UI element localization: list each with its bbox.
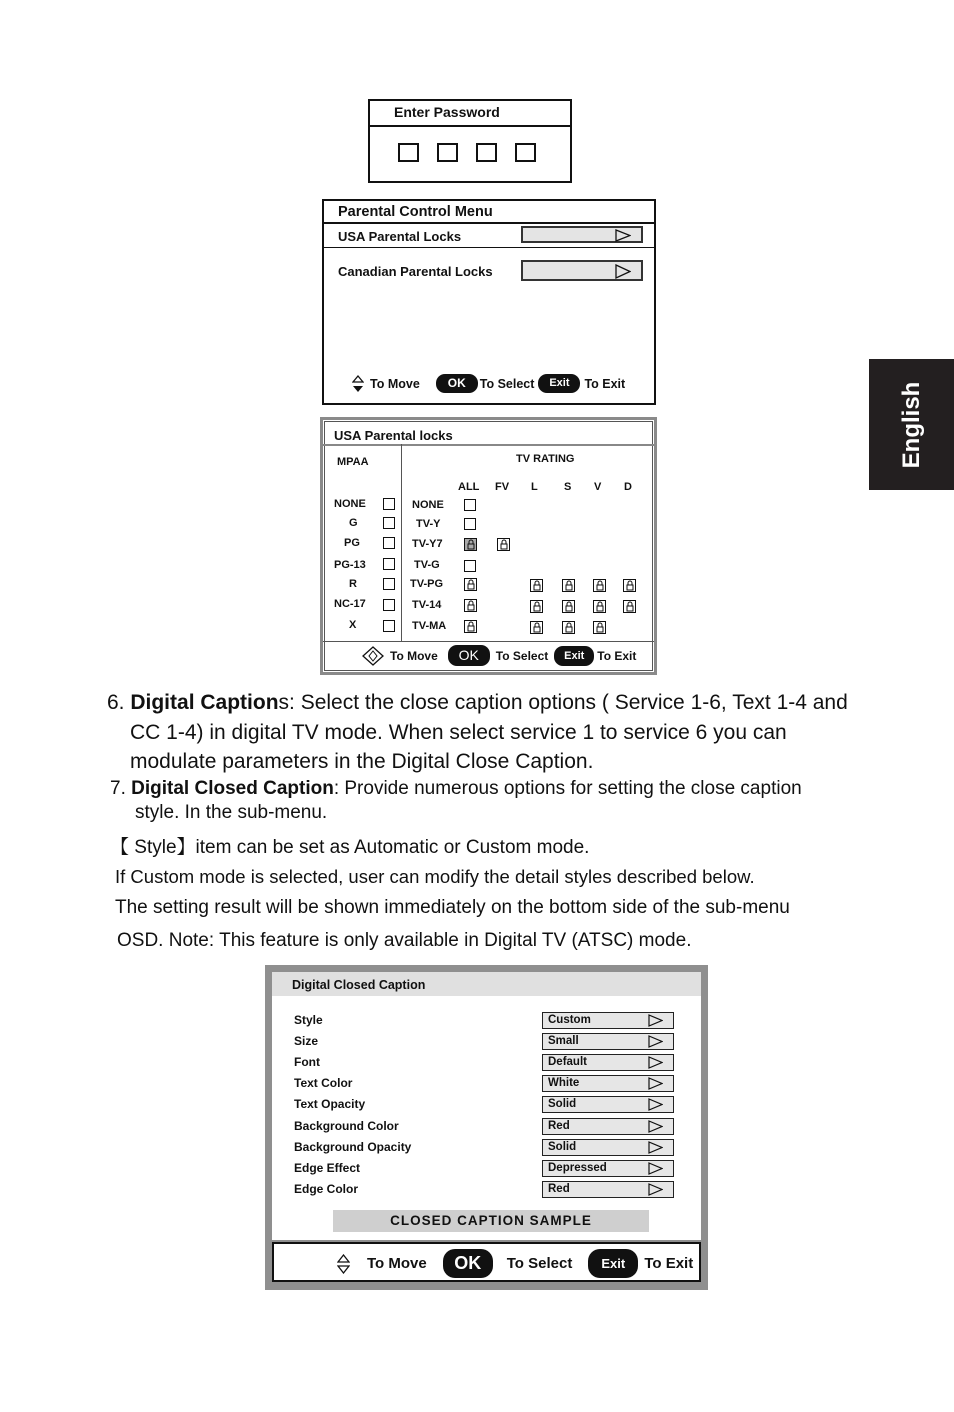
- usa-parental-locks-panel: [320, 417, 657, 675]
- mpaa-header: MPAA: [337, 456, 369, 468]
- para-6-line-3: modulate parameters in the Digital Close Caption.: [130, 750, 594, 773]
- right-arrow-icon: [648, 1162, 663, 1175]
- mpaa-pg-label: PG: [344, 537, 360, 549]
- four-way-arrow-icon: [362, 646, 384, 666]
- password-title: Enter Password: [370, 101, 570, 127]
- mpaa-g-label: G: [349, 517, 358, 529]
- mpaa-none-label: NONE: [334, 498, 366, 510]
- canadian-locks-arrow-button[interactable]: [521, 260, 643, 281]
- tv-y7-fv-lock-icon[interactable]: [497, 538, 510, 551]
- note-line: OSD. Note: This feature is only available in Digital TV (ATSC) mode.: [117, 930, 692, 951]
- ok-key: OK: [436, 374, 478, 393]
- mpaa-nc17-label: NC-17: [334, 598, 366, 610]
- tv-ma-label: TV-MA: [412, 620, 447, 632]
- tv-14-v-lock-icon[interactable]: [593, 600, 606, 613]
- dcc-title: Digital Closed Caption: [272, 972, 701, 996]
- usa-locks-title: USA Parental locks: [334, 428, 453, 443]
- right-arrow-icon: [648, 1014, 663, 1027]
- mpaa-pg13-label: PG-13: [334, 559, 366, 571]
- language-tab-label: English: [897, 381, 925, 468]
- ok-key: OK: [443, 1249, 493, 1278]
- dcc-label-edge-effect: Edge Effect: [294, 1161, 361, 1175]
- right-arrow-icon: [648, 1056, 663, 1069]
- tv-ma-l-lock-icon[interactable]: [530, 621, 543, 634]
- dcc-label-background-color: Background Color: [294, 1119, 399, 1133]
- tv-pg-s-lock-icon[interactable]: [562, 579, 575, 592]
- tv-rating-header: TV RATING: [516, 453, 575, 465]
- dcc-label-edge-color: Edge Color: [294, 1182, 359, 1196]
- mpaa-none-checkbox[interactable]: [383, 498, 395, 510]
- menu-item-canadian-locks[interactable]: Canadian Parental Locks: [338, 264, 493, 279]
- dcc-value-style[interactable]: Custom: [542, 1012, 674, 1029]
- mpaa-g-checkbox[interactable]: [383, 517, 395, 529]
- dcc-label-background-opacity: Background Opacity: [294, 1140, 412, 1154]
- mpaa-pg13-checkbox[interactable]: [383, 558, 395, 570]
- dcc-label-style: Style: [294, 1013, 323, 1027]
- mpaa-nc17-checkbox[interactable]: [383, 599, 395, 611]
- password-digit-boxes: [398, 143, 536, 162]
- dcc-value-text-opacity[interactable]: Solid: [542, 1096, 674, 1113]
- dcc-label-size: Size: [294, 1034, 319, 1048]
- usa-locks-arrow-button[interactable]: [521, 226, 643, 243]
- mpaa-r-label: R: [349, 578, 357, 590]
- col-all: ALL: [458, 481, 480, 493]
- dcc-help-bar: To Move OK To Select Exit To Exit: [272, 1242, 701, 1282]
- tv-y7-label: TV-Y7: [412, 538, 443, 550]
- mpaa-x-checkbox[interactable]: [383, 620, 395, 632]
- menu-help-bar: To Move OK To Select Exit To Exit: [352, 374, 625, 393]
- tv-y-label: TV-Y: [416, 518, 441, 530]
- parental-control-menu: [322, 199, 656, 405]
- right-arrow-icon: [648, 1077, 663, 1090]
- col-l: L: [531, 481, 538, 493]
- tv-g-label: TV-G: [414, 559, 440, 571]
- mpaa-pg-checkbox[interactable]: [383, 537, 395, 549]
- tv-14-label: TV-14: [412, 599, 442, 611]
- language-side-tab: [869, 359, 954, 490]
- right-arrow-icon: [648, 1035, 663, 1048]
- right-arrow-icon: [648, 1120, 663, 1133]
- tv-g-all-checkbox[interactable]: [464, 560, 476, 572]
- tv-14-l-lock-icon[interactable]: [530, 600, 543, 613]
- dcc-value-edge-effect[interactable]: Depressed: [542, 1160, 674, 1177]
- tv-14-all-lock-icon[interactable]: [464, 599, 477, 612]
- dcc-value-edge-color[interactable]: Red: [542, 1181, 674, 1198]
- col-d: D: [624, 481, 632, 493]
- right-arrow-icon: [615, 264, 631, 279]
- exit-key: Exit: [588, 1249, 638, 1278]
- setting-line: The setting result will be shown immediately on the bottom side of the sub-menu: [115, 897, 790, 918]
- tv-none-label: NONE: [412, 499, 444, 511]
- tv-y-all-checkbox[interactable]: [464, 518, 476, 530]
- para-6-line-1: 6. Digital Captions: Select the close caption options ( Service 1-6, Text 1-4 and: [107, 691, 848, 714]
- style-line: 【 Style】item can be set as Automatic or Custom mode.: [110, 837, 590, 858]
- tv-none-all-checkbox[interactable]: [464, 499, 476, 511]
- dcc-value-background-opacity[interactable]: Solid: [542, 1139, 674, 1156]
- tv-pg-v-lock-icon[interactable]: [593, 579, 606, 592]
- dcc-label-text-color: Text Color: [294, 1076, 353, 1090]
- menu-item-usa-locks[interactable]: USA Parental Locks: [338, 229, 462, 244]
- password-digit-3[interactable]: [476, 143, 497, 162]
- para-7-line-1: 7. Digital Closed Caption: Provide numerous options for setting the close caption: [110, 778, 802, 799]
- digital-closed-caption-panel: [265, 965, 708, 1290]
- tv-ma-s-lock-icon[interactable]: [562, 621, 575, 634]
- up-down-arrow-icon: [337, 1254, 350, 1274]
- ok-key: OK: [448, 645, 490, 666]
- exit-key: Exit: [554, 646, 594, 666]
- usa-locks-help-bar: To Move OK To Select Exit To Exit: [362, 645, 636, 666]
- right-arrow-icon: [648, 1183, 663, 1196]
- dcc-label-font: Font: [294, 1055, 320, 1069]
- right-arrow-icon: [615, 229, 631, 242]
- tv-y7-all-lock-icon[interactable]: [464, 538, 477, 551]
- tv-ma-all-lock-icon[interactable]: [464, 620, 477, 633]
- password-dialog: [368, 99, 572, 183]
- password-digit-4[interactable]: [515, 143, 536, 162]
- up-down-arrow-icon: [352, 375, 364, 393]
- right-arrow-icon: [648, 1141, 663, 1154]
- para-6-line-2: CC 1-4) in digital TV mode. When select service 1 to service 6 you can: [130, 721, 787, 744]
- password-digit-2[interactable]: [437, 143, 458, 162]
- tv-14-d-lock-icon[interactable]: [623, 600, 636, 613]
- exit-key: Exit: [538, 374, 580, 393]
- tv-pg-label: TV-PG: [410, 578, 444, 590]
- tv-pg-d-lock-icon[interactable]: [623, 579, 636, 592]
- tv-pg-all-lock-icon[interactable]: [464, 578, 477, 591]
- dcc-label-text-opacity: Text Opacity: [294, 1097, 366, 1111]
- dcc-value-size[interactable]: Small: [542, 1033, 674, 1050]
- password-digit-1[interactable]: [398, 143, 419, 162]
- dcc-value-background-color[interactable]: Red: [542, 1118, 674, 1135]
- dcc-value-text-color[interactable]: White: [542, 1075, 674, 1092]
- col-fv: FV: [495, 481, 510, 493]
- col-s: S: [564, 481, 572, 493]
- mpaa-x-label: X: [349, 619, 357, 631]
- col-v: V: [594, 481, 602, 493]
- mpaa-r-checkbox[interactable]: [383, 578, 395, 590]
- tv-ma-v-lock-icon[interactable]: [593, 621, 606, 634]
- dcc-value-font[interactable]: Default: [542, 1054, 674, 1071]
- para-7-line-2: style. In the sub-menu.: [135, 802, 328, 823]
- parental-menu-title: Parental Control Menu: [338, 204, 493, 220]
- tv-14-s-lock-icon[interactable]: [562, 600, 575, 613]
- custom-line: If Custom mode is selected, user can modify the detail styles described below.: [115, 866, 755, 887]
- tv-pg-l-lock-icon[interactable]: [530, 579, 543, 592]
- right-arrow-icon: [648, 1098, 663, 1111]
- caption-sample: CLOSED CAPTION SAMPLE: [333, 1210, 649, 1232]
